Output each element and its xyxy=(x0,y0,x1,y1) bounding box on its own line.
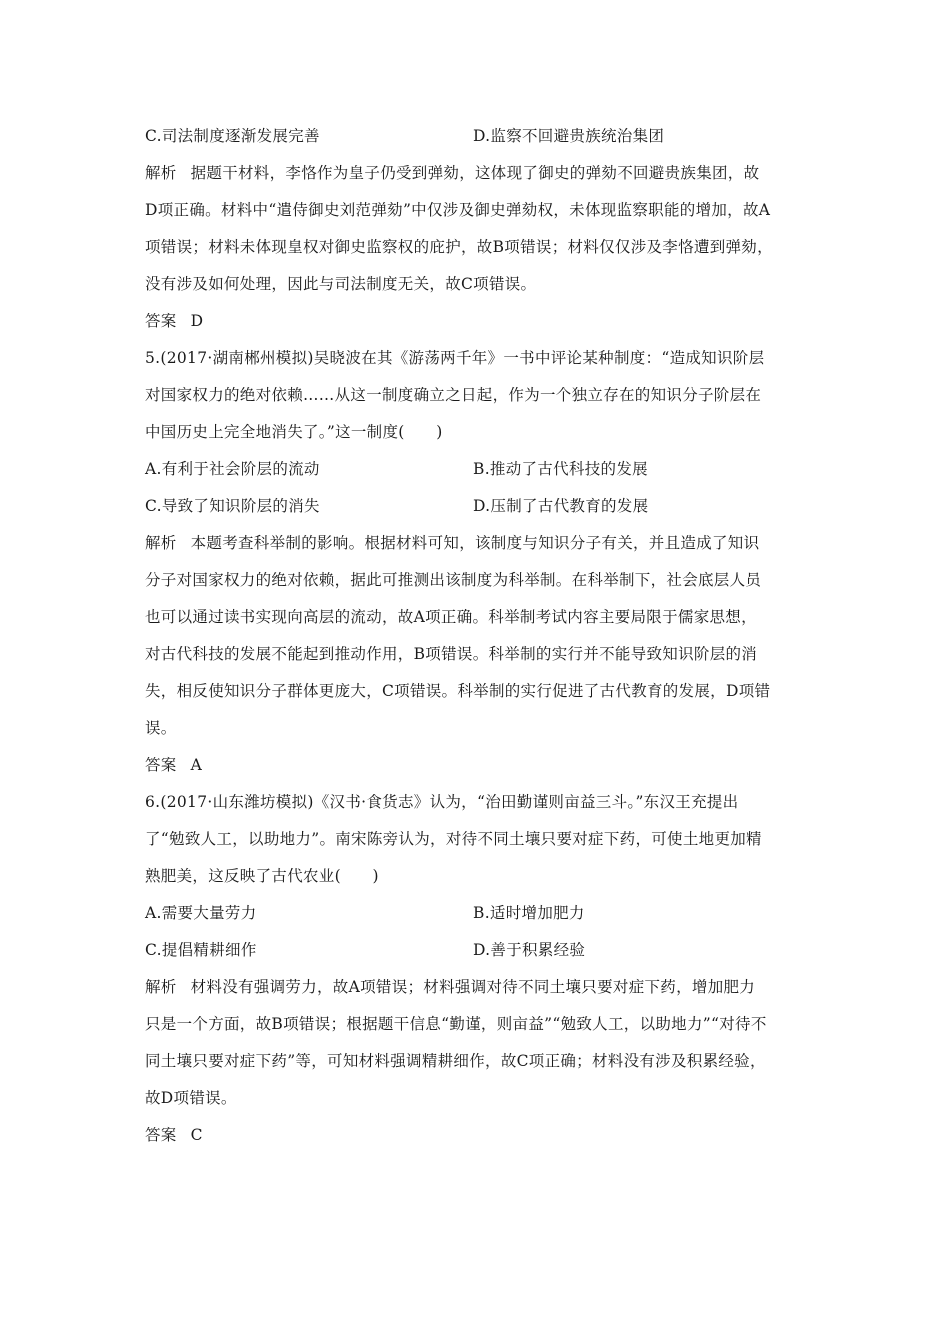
q6-option-c: C.提倡精耕细作 xyxy=(145,941,257,959)
q6-option-a: A.需要大量劳力 xyxy=(145,904,257,922)
document-page xyxy=(145,118,815,1154)
q4-answer-value: D xyxy=(190,312,204,330)
q4-option-c: C.司法制度逐渐发展完善 xyxy=(145,127,320,145)
q6-analysis-line-4: 故D项错误。 xyxy=(145,1089,237,1107)
q6-options-row-1 xyxy=(145,895,815,932)
q6-answer-value: C xyxy=(190,1126,203,1144)
q6-options-row-2 xyxy=(145,932,815,969)
q6-analysis-label: 解析 xyxy=(145,978,177,996)
q4-analysis-line-3: 项错误；材料未体现皇权对御史监察权的庇护，故B项错误；材料仅仅涉及李恪遭到弹劾， xyxy=(145,238,773,256)
q5-analysis-line-1: 解析 本题考查科举制的影响。根据材料可知，该制度与知识分子有关，并且造成了知识 xyxy=(145,534,760,552)
q5-option-a: A.有利于社会阶层的流动 xyxy=(145,460,320,478)
q4-analysis-line-1: 解析 据题干材料，李恪作为皇子仍受到弹劾，这体现了御史的弹劾不回避贵族集团，故 xyxy=(145,164,760,182)
q4-option-d: D.监察不回避贵族统治集团 xyxy=(473,127,665,145)
q5-option-b: B.推动了古代科技的发展 xyxy=(473,460,648,478)
q6-stem-line-2: 了“勉致人工，以助地力”。南宋陈旁认为，对待不同土壤只要对症下药，可使土地更加精 xyxy=(145,830,762,848)
q5-analysis-line-4: 对古代科技的发展不能起到推动作用，B项错误。科举制的实行并不能导致知识阶层的消 xyxy=(145,645,758,663)
q4-answer xyxy=(145,303,815,340)
q4-analysis-label: 解析 xyxy=(145,164,177,182)
q5-options-row-2 xyxy=(145,488,815,525)
q6-option-d: D.善于积累经验 xyxy=(473,941,586,959)
q6-answer-label: 答案 xyxy=(145,1126,177,1144)
q5-answer xyxy=(145,747,815,784)
q5-analysis-line-3: 也可以通过读书实现向高层的流动，故A项正确。科举制考试内容主要局限于儒家思想， xyxy=(145,608,757,626)
q4-analysis-line-4: 没有涉及如何处理，因此与司法制度无关，故C项错误。 xyxy=(145,275,537,293)
q4-options-row xyxy=(145,118,815,155)
q6-answer xyxy=(145,1117,815,1154)
q4-answer-label: 答案 xyxy=(145,312,177,330)
q5-analysis-line-2: 分子对国家权力的绝对依赖，据此可推测出该制度为科举制。在科举制下，社会底层人员 xyxy=(145,571,762,589)
q5-analysis-label: 解析 xyxy=(145,534,177,552)
q5-analysis-line-5: 失，相反使知识分子群体更庞大，C项错误。科举制的实行促进了古代教育的发展，D项错 xyxy=(145,682,771,700)
q6-analysis-line-1: 解析 材料没有强调劳力，故A项错误；材料强调对待不同土壤只要对症下药，增加肥力 xyxy=(145,978,756,996)
q5-option-c: C.导致了知识阶层的消失 xyxy=(145,497,320,515)
q5-stem-line-3: 中国历史上完全地消失了。”这一制度( ) xyxy=(145,423,443,441)
q5-answer-label: 答案 xyxy=(145,756,177,774)
q6-analysis-line-2: 只是一个方面，故B项错误；根据题干信息“勤谨，则亩益”“勉致人工，以助地力”“对待不 xyxy=(145,1015,767,1033)
q5-options-row-1 xyxy=(145,451,815,488)
q4-analysis-line-2: D项正确。材料中“遣侍御史刘范弹劾”中仅涉及御史弹劾权，未体现监察职能的增加，故A xyxy=(145,201,771,219)
q6-option-b: B.适时增加肥力 xyxy=(473,904,585,922)
q6-stem-line-1: 6.(2017·山东潍坊模拟)《汉书·食货志》认为，“治田勤谨则亩益三斗。”东汉王充提出 xyxy=(145,793,739,811)
q6-analysis-line-3: 同土壤只要对症下药”等，可知材料强调精耕细作，故C项正确；材料没有涉及积累经验， xyxy=(145,1052,766,1070)
q5-answer-value: A xyxy=(190,756,203,774)
q5-stem-line-2: 对国家权力的绝对依赖……从这一制度确立之日起，作为一个独立存在的知识分子阶层在 xyxy=(145,386,762,404)
q5-option-d: D.压制了古代教育的发展 xyxy=(473,497,649,515)
q5-analysis-line-6: 误。 xyxy=(145,719,177,737)
q6-stem-line-3: 熟肥美，这反映了古代农业( ) xyxy=(145,867,379,885)
q5-stem-line-1: 5.(2017·湖南郴州模拟)吴晓波在其《游荡两千年》一书中评论某种制度：“造成知识阶层 xyxy=(145,349,765,367)
